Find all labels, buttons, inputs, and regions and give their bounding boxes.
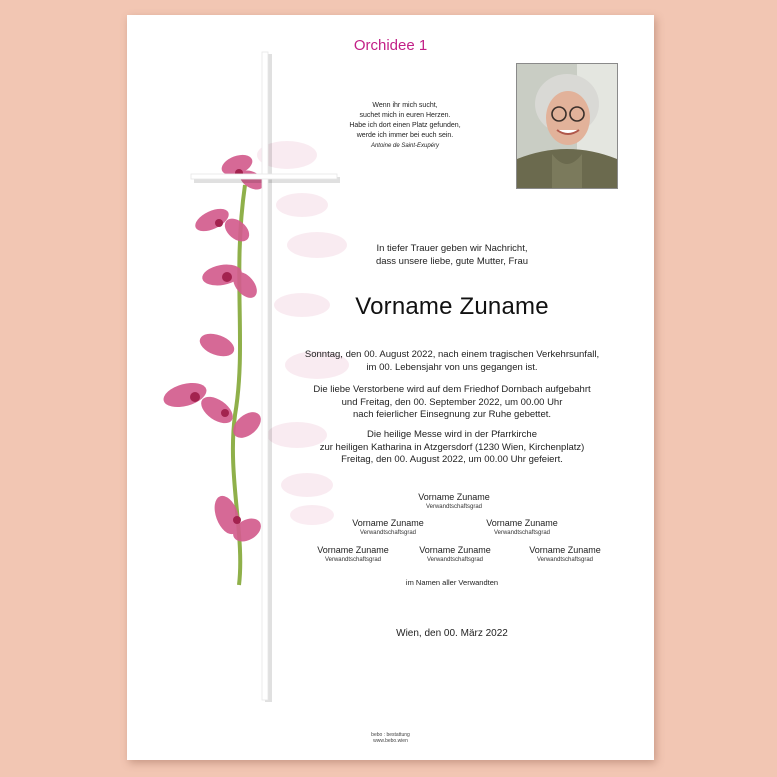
relative-name: Vorname Zuname [529,545,601,555]
quote-line: Wenn ihr mich sucht, [372,102,438,109]
design-title: Orchidee 1 [353,37,428,54]
relative-entry [399,492,509,511]
death-paragraph [267,349,637,374]
relative-degree: Verwandtschaftsgrad [493,530,551,536]
intro-line: dass unsere liebe, gute Mutter, Frau [375,256,529,267]
paragraph-line: zur heiligen Katharina in Atzgersdorf (1230 Wien, Kirchenplatz) [319,441,585,453]
relative-degree: Verwandtschaftsgrad [426,557,484,563]
mass-paragraph [267,429,637,467]
relative-name: Vorname Zuname [418,492,490,502]
relative-entry [510,545,620,564]
relative-entry [333,518,443,537]
relative-degree: Verwandtschaftsgrad [324,557,382,563]
portrait-image [517,64,617,188]
burial-paragraph [267,384,637,422]
quote-line: werde ich immer bei euch sein. [356,132,454,139]
announcement-intro [267,242,637,268]
relative-name: Vorname Zuname [317,545,389,555]
footer-imprint [127,732,654,744]
footer-website: www.bebo.wien [373,738,408,744]
paragraph-line: Sonntag, den 00. August 2022, nach einem tragischen Verkehrsunfall, [304,349,600,360]
paragraph-line: Freitag, den 00. August 2022, um 00.00 Uhr gefeiert. [341,454,563,465]
paragraph-line: nach feierlicher Einsegnung zur Ruhe gebettet. [352,409,552,420]
obituary-sheet [127,15,654,760]
portrait-photo [516,63,618,189]
quote-author: Antoine de Saint-Exupéry [370,143,440,149]
relative-degree: Verwandtschaftsgrad [359,530,417,536]
relative-entry [400,545,510,564]
paragraph-line: Die liebe Verstorbene wird auf dem Friedhof Dornbach aufgebahrt [313,384,591,395]
paragraph-line: Die heilige Messe wird in der Pfarrkirche [366,429,537,440]
relative-name: Vorname Zuname [486,518,558,528]
closing-line: im Namen aller Verwandten [405,578,499,587]
paragraph-line: im 00. Lebensjahr von uns gegangen ist. [366,361,538,373]
paragraph-line: und Freitag, den 00. September 2022, um 00.00 Uhr [341,396,563,408]
quote-line: Habe ich dort einen Platz gefunden, [349,122,461,129]
relative-degree: Verwandtschaftsgrad [536,557,594,563]
place-date: Wien, den 00. März 2022 [396,628,508,639]
relative-entry [467,518,577,537]
relative-name: Vorname Zuname [352,518,424,528]
quote-line: suchet mich in euren Herzen. [359,112,451,119]
relative-degree: Verwandtschaftsgrad [425,504,483,510]
footer-company: bebo : bestattung [371,732,410,738]
relative-name: Vorname Zuname [419,545,491,555]
intro-line: In tiefer Trauer geben wir Nachricht, [376,243,528,254]
relative-entry [298,545,408,564]
memorial-quote [277,101,533,151]
deceased-name: Vorname Zuname [355,293,549,320]
